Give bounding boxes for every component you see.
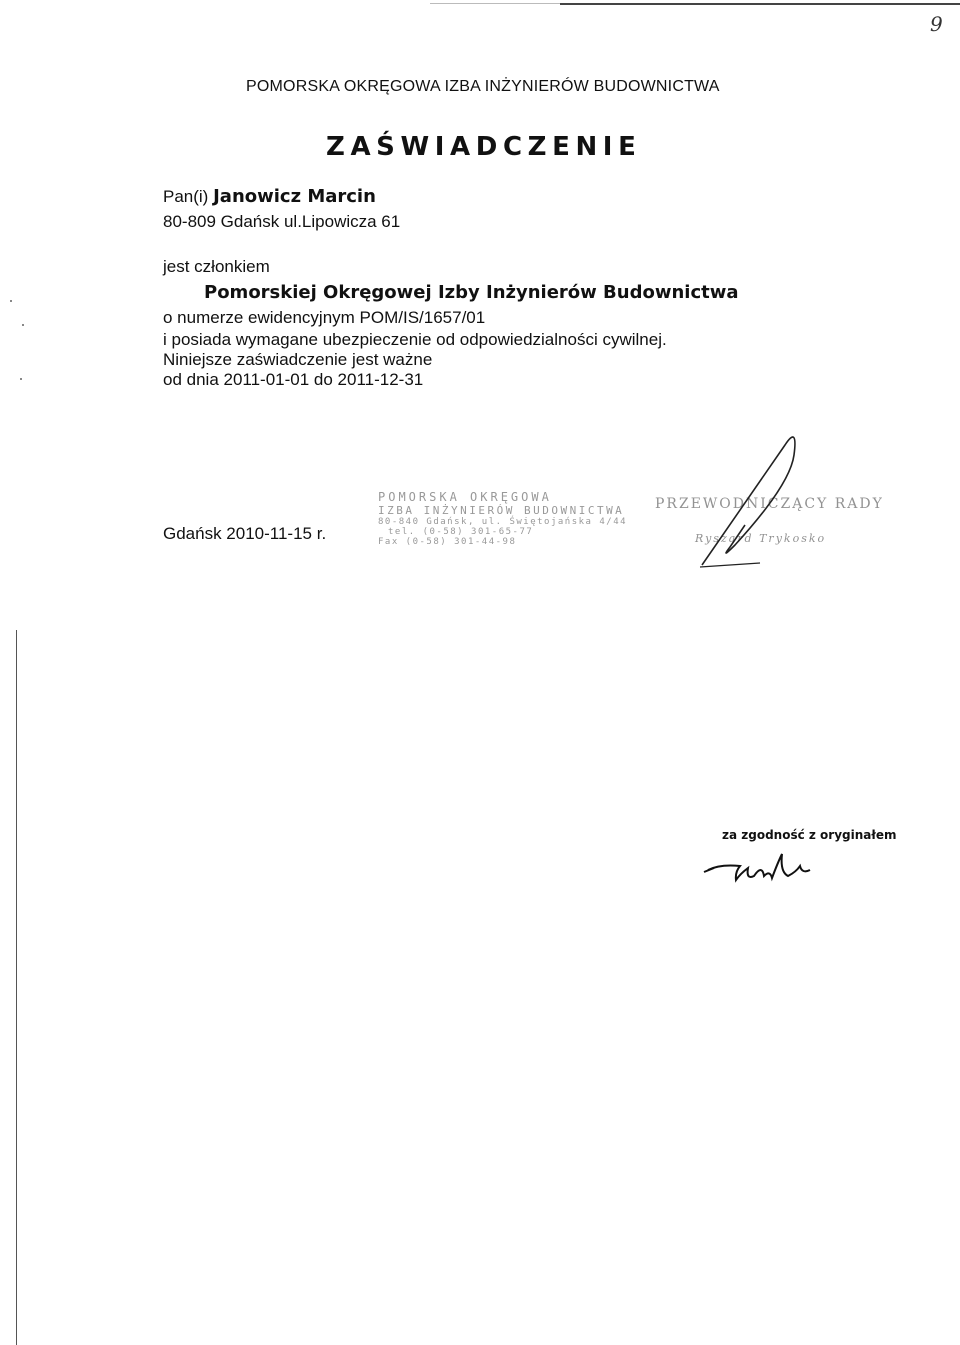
chair-stamp: PRZEWODNICZĄCY RADY Ryszard Trykosko <box>655 496 884 545</box>
recipient-name: Janowicz Marcin <box>213 186 376 207</box>
scan-speck <box>20 378 22 380</box>
certifier-signature <box>700 850 830 890</box>
salutation: Pan(i) <box>163 187 209 206</box>
membership-line: jest członkiem <box>163 257 270 276</box>
place-and-date: Gdańsk 2010-11-15 r. <box>163 524 327 543</box>
registration-number-line: o numerze ewidencyjnym POM/IS/1657/01 <box>163 308 486 327</box>
insurance-line: i posiada wymagane ubezpieczenie od odpowiedzialności cywilnej. <box>163 330 667 349</box>
validity-dates: od dnia 2011-01-01 do 2011-12-31 <box>163 370 424 389</box>
scan-speck <box>10 300 12 302</box>
certification-stamp: za zgodność z oryginałem <box>722 828 897 842</box>
scan-speck <box>22 324 24 326</box>
chamber-name: POMORSKA OKRĘGOWA IZBA INŻYNIERÓW BUDOWNICTWA <box>246 78 720 95</box>
top-edge-rule-dark <box>560 3 960 5</box>
left-margin-line <box>16 630 17 1345</box>
chamber-stamp: POMORSKA OKRĘGOWA IZBA INŻYNIERÓW BUDOWNICTWA 80-840 Gdańsk, ul. Świętojańska 4/44 tel. (0-58) 301-65-77 Fax (0-58) 301-44-98 <box>378 490 628 547</box>
document-title: ZAŚWIADCZENIE <box>326 132 642 162</box>
validity-line: Niniejsze zaświadczenie jest ważne <box>163 350 433 369</box>
organization-name: Pomorskiej Okręgowej Izby Inżynierów Budownictwa <box>204 282 739 303</box>
chair-signature <box>690 425 810 575</box>
page-number: 9 <box>930 12 943 36</box>
recipient-address: 80-809 Gdańsk ul.Lipowicza 61 <box>163 212 401 231</box>
recipient-line <box>163 186 376 207</box>
